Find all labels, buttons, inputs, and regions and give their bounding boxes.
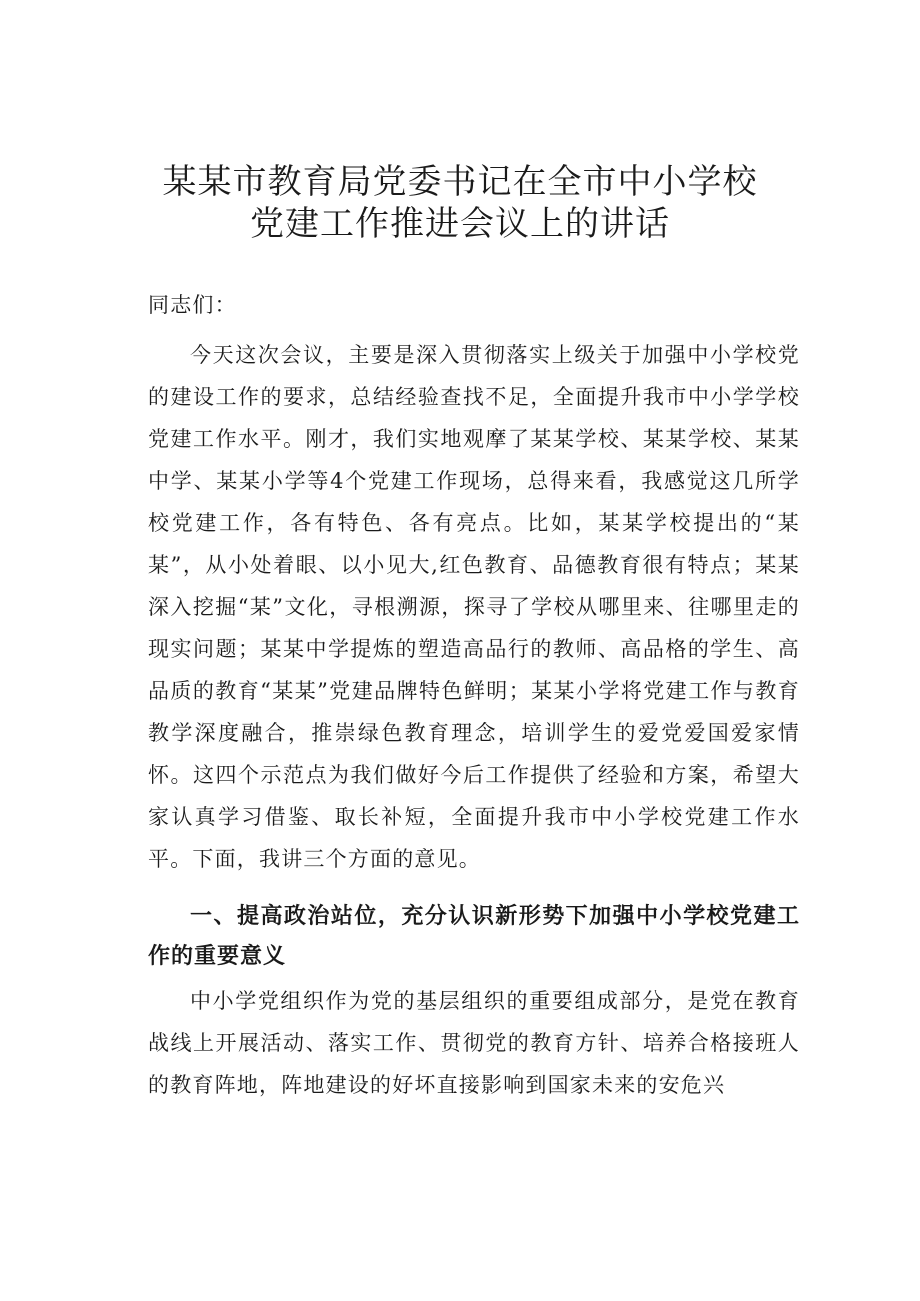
- section-heading-1: 一、提高政治站位，充分认识新形势下加强中小学校党建工作的重要意义: [148, 904, 800, 969]
- body-paragraph-1: 今天这次会议，主要是深入贯彻落实上级关于加强中小学校党的建设工作的要求，总结经验查找不足，全面提升我市中小学学校党建工作水平。刚才，我们实地观摩了某某学校、某某学校、某某中学、某某小学等4个党建工作现场，总得来看，我感觉这几所学校党建工作，各有特色、各有亮点。比如，某某学校提出的“某某”，从小处着眼、以小见大,红色教育、品德教育很有特点；某某深入挖掘“某”文化，寻根溯源，探寻了学校从哪里来、往哪里走的现实问题；某某中学提炼的塑造高品行的教师、高品格的学生、高品质的教育“某某”党建品牌特色鲜明；某某小学将党建工作与教育教学深度融合，推崇绿色教育理念，培训学生的爱党爱国爱家情怀。这四个示范点为我们做好今后工作提供了经验和方案，希望大家认真学习借鉴、取长补短，全面提升我市中小学校党建工作水平。下面，我讲三个方面的意见。: [148, 343, 800, 871]
- document-title-line-1: 某某市教育局党委书记在全市中小学校: [162, 162, 758, 202]
- body-paragraph-2: 中小学党组织作为党的基层组织的重要组成部分，是党在教育战线上开展活动、落实工作、贯彻党的教育方针、培养合格接班人的教育阵地，阵地建设的好坏直接影响到国家未来的安危兴: [148, 989, 800, 1097]
- salutation: 同志们：: [148, 293, 237, 317]
- document-title-line-2: 党建工作推进会议上的讲话: [250, 204, 670, 244]
